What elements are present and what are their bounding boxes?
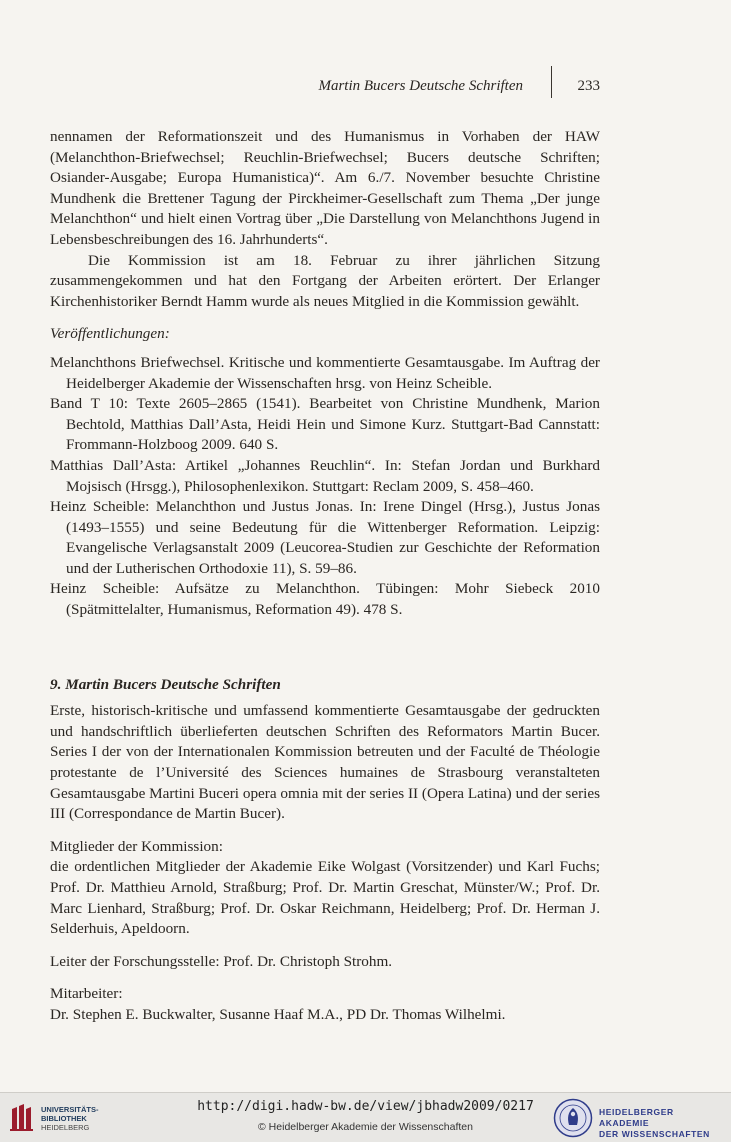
leader-text: Leiter der Forschungsstelle: Prof. Dr. Christoph Strohm. [50, 952, 393, 970]
body-text [50, 127, 600, 1026]
publications-label: Veröffentlichungen: [50, 325, 170, 343]
bibliography-entry: Heinz Scheible: Melanchthon und Justus Jonas. In: Irene Dingel (Hrsg.), Justus Jonas (1493–1555) und seine Bedeutung für die Wittenberger Reformation. Leipzig: Evangelische Verlagsanstalt 2009 (Leucorea-Studien zur Geschichte der Reformation und der Lutherischen Orthodoxie 11), S. 59–86. [50, 498, 600, 577]
viewer-footer [0, 1092, 731, 1142]
running-title: Martin Bucers Deutsche Schriften [318, 78, 523, 94]
academy-seal-icon [553, 1098, 593, 1138]
staff-label: Mitarbeiter: [50, 985, 123, 1003]
bibliography-entry: Melanchthons Briefwechsel. Kritische und kommentierte Gesamtausgabe. Im Auftrag der Heidelberger Akademie der Wissenschaften hrsg. von Heinz Scheible. [50, 353, 600, 392]
permalink-url[interactable]: http://digi.hadw-bw.de/view/jbhadw2009/0217 [197, 1099, 534, 1114]
section-intro: Erste, historisch-kritische und umfassend kommentierte Gesamtausgabe der gedruckten und handschriftlich überlieferten deutschen Schriften des Reformators Martin Bucer. Series I der von der Internationalen Kommission betreuten und der Faculté de Théologie protestante de l’Université des Sciences humaines de Strasbourg veranstalteten Gesamtausgabe Martini Buceri opera omnia mit der series II (Opera Latina) und der series III (Correspondance de Martin Bucer). [50, 702, 600, 823]
ub-logo-text: UNIVERSITÄTS- BIBLIOTHEK HEIDELBERG [41, 1105, 99, 1132]
paragraph: nennamen der Reformationszeit und des Humanismus in Vorhaben der HAW (Melanchthon-Briefwechsel; Reuchlin-Briefwechsel; Bucers deutsche Schriften; Osiander-Ausgabe; Europa Humanistica)“. Am 6./7. November besuchte Christine Mundhenk die Brettener Tagung der Pirckheimer-Gesellschaft zum Thema „Der junge Melanchthon“ und hielt einen Vortrag über „Die Darstellung von Melanchthons Jugend in Lebensbeschreibungen des 16. Jahrhunderts“. [50, 128, 600, 248]
staff-text: Dr. Stephen E. Buckwalter, Susanne Haaf M.A., PD Dr. Thomas Wilhelmi. [50, 1005, 506, 1023]
copyright-notice: © Heidelberger Akademie der Wissenschaften [258, 1121, 473, 1133]
bibliography-entry: Band T 10: Texte 2605–2865 (1541). Bearbeitet von Christine Mundhenk, Marion Bechtold, Matthias Dall’Asta, Heidi Hein und Simone Kurz. Stuttgart-Bad Cannstatt: Frommann-Holzboog 2009. 640 S. [50, 395, 600, 454]
header-divider [551, 66, 552, 98]
members-label: Mitglieder der Kommission: [50, 837, 223, 855]
hadw-logo[interactable] [553, 1097, 723, 1139]
running-head [300, 78, 600, 102]
bibliography-entry: Matthias Dall’Asta: Artikel „Johannes Reuchlin“. In: Stefan Jordan und Burkhard Mojsisch (Hrsgg.), Philosophenlexikon. Stuttgart: Reclam 2009, S. 458–460. [50, 456, 600, 495]
members-text: die ordentlichen Mitglieder der Akademie Eike Wolgast (Vorsitzender) und Karl Fuchs; Prof. Dr. Matthieu Arnold, Straßburg; Prof. Dr. Martin Greschat, Münster/W.; Prof. Dr. Marc Lienhard, Straßburg; Prof. Dr. Oskar Reichmann, Heidelberg; Prof. Dr. Herman J. Selderhuis, Apeldoorn. [50, 858, 600, 938]
page-number: 233 [577, 78, 600, 94]
hadw-logo-text: HEIDELBERGER AKADEMIE DER WISSENSCHAFTEN [599, 1107, 710, 1139]
bibliography-entry: Heinz Scheible: Aufsätze zu Melanchthon. Tübingen: Mohr Siebeck 2010 (Spätmittelalter, Humanismus, Reformation 49). 478 S. [50, 580, 600, 619]
paragraph: Die Kommission ist am 18. Februar zu ihrer jährlichen Sitzung zusammengekommen und hat den Fortgang der Arbeiten erörtert. Der Erlanger Kirchenhistoriker Berndt Hamm wurde als neues Mitglied in die Kommission gewählt. [50, 251, 600, 310]
section-title: 9. Martin Bucers Deutsche Schriften [50, 675, 281, 693]
